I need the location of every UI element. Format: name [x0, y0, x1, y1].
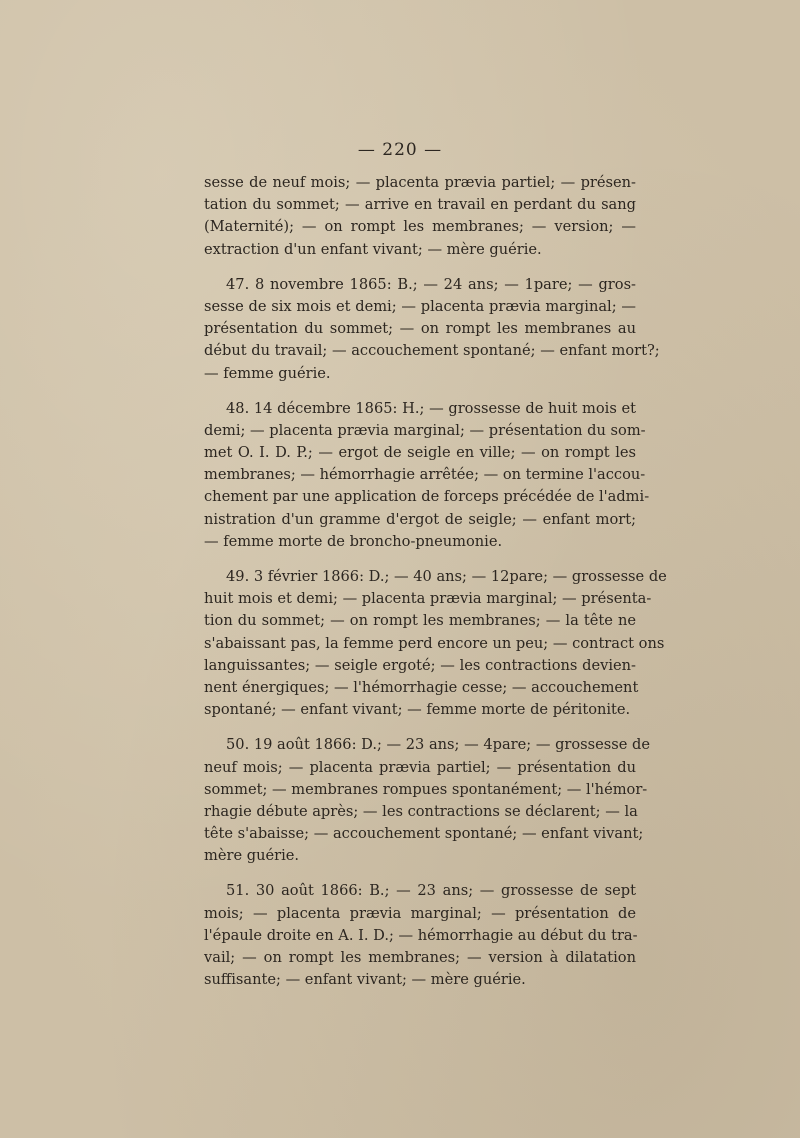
text-line: rhagie débute après; — les contractions se déclarent; — la	[204, 802, 638, 820]
body-text	[204, 172, 667, 991]
text-line: sesse de six mois et demi; — placenta prævia marginal; —	[204, 297, 636, 315]
text-line: début du travail; — accouchement spontané; — enfant mort?;	[204, 342, 660, 360]
text-line: suffisante; — enfant vivant; — mère guérie.	[204, 971, 526, 989]
text-line: sesse de neuf mois; — placenta prævia partiel; — présen-	[204, 174, 636, 191]
text-line: spontané; — enfant vivant; — femme morte de péritonite.	[204, 701, 631, 719]
text-line: tation du sommet; — arrive en travail en perdant du sang	[204, 196, 636, 214]
text-line: sommet; — membranes rompues spontanément; — l'hémor-	[204, 780, 648, 798]
text-line: — femme guérie.	[204, 364, 331, 382]
text-line: mois; — placenta prævia marginal; — présentation de	[204, 904, 636, 922]
text-line: tion du sommet; — on rompt les membranes; — la tête ne	[204, 612, 636, 630]
text-line: mère guérie.	[204, 847, 300, 865]
text-line: tête s'abaisse; — accouchement spontané; — enfant vivant;	[204, 825, 644, 843]
text-line: (Maternité); — on rompt les membranes; — version; —	[204, 218, 636, 236]
text-line: membranes; — hémorrhagie arrêtée; — on termine l'accou-	[204, 466, 646, 484]
text-line: chement par une application de forceps précédée de l'admi-	[204, 488, 650, 506]
case-entry	[204, 566, 667, 721]
text-line: s'abaissant pas, la femme perd encore un peu; — contract ons	[204, 634, 665, 652]
text-line: l'épaule droite en A. I. D.; — hémorrhagie au début du tra-	[204, 926, 638, 944]
text-line: 51. 30 août 1866: B.; — 23 ans; — grossesse de sept	[226, 882, 636, 900]
case-entry	[204, 398, 650, 553]
text-line: 50. 19 août 1866: D.; — 23 ans; — 4pare; — grossesse de	[226, 736, 651, 754]
case-entry	[204, 274, 660, 385]
case-entry	[204, 172, 636, 261]
text-line: 49. 3 février 1866: D.; — 40 ans; — 12pare; — grossesse de	[226, 568, 667, 585]
page-number: — 220 —	[357, 140, 443, 160]
text-line: languissantes; — seigle ergoté; — les contractions devien-	[204, 656, 636, 674]
text-line: nent énergiques; — l'hémorrhagie cesse; — accouchement	[204, 678, 639, 696]
text-line: neuf mois; — placenta prævia partiel; — présentation du	[204, 758, 636, 776]
case-entry	[204, 734, 651, 867]
text-line: demi; — placenta prævia marginal; — présentation du som-	[204, 421, 646, 439]
text-line: 47. 8 novembre 1865: B.; — 24 ans; — 1pare; — gros-	[226, 275, 636, 293]
text-line: met O. I. D. P.; — ergot de seigle en ville; — on rompt les	[204, 444, 636, 462]
case-entry	[204, 880, 636, 991]
text-line: huit mois et demi; — placenta prævia marginal; — présenta-	[204, 590, 652, 608]
text-line: présentation du sommet; — on rompt les membranes au	[204, 320, 636, 338]
text-line: vail; — on rompt les membranes; — version à dilatation	[204, 949, 636, 966]
text-line: extraction d'un enfant vivant; — mère guérie.	[204, 240, 542, 258]
text-line: — femme morte de broncho-pneumonie.	[204, 532, 503, 550]
text-line: 48. 14 décembre 1865: H.; — grossesse de huit mois et	[226, 399, 636, 417]
text-line: nistration d'un gramme d'ergot de seigle; — enfant mort;	[204, 510, 636, 528]
